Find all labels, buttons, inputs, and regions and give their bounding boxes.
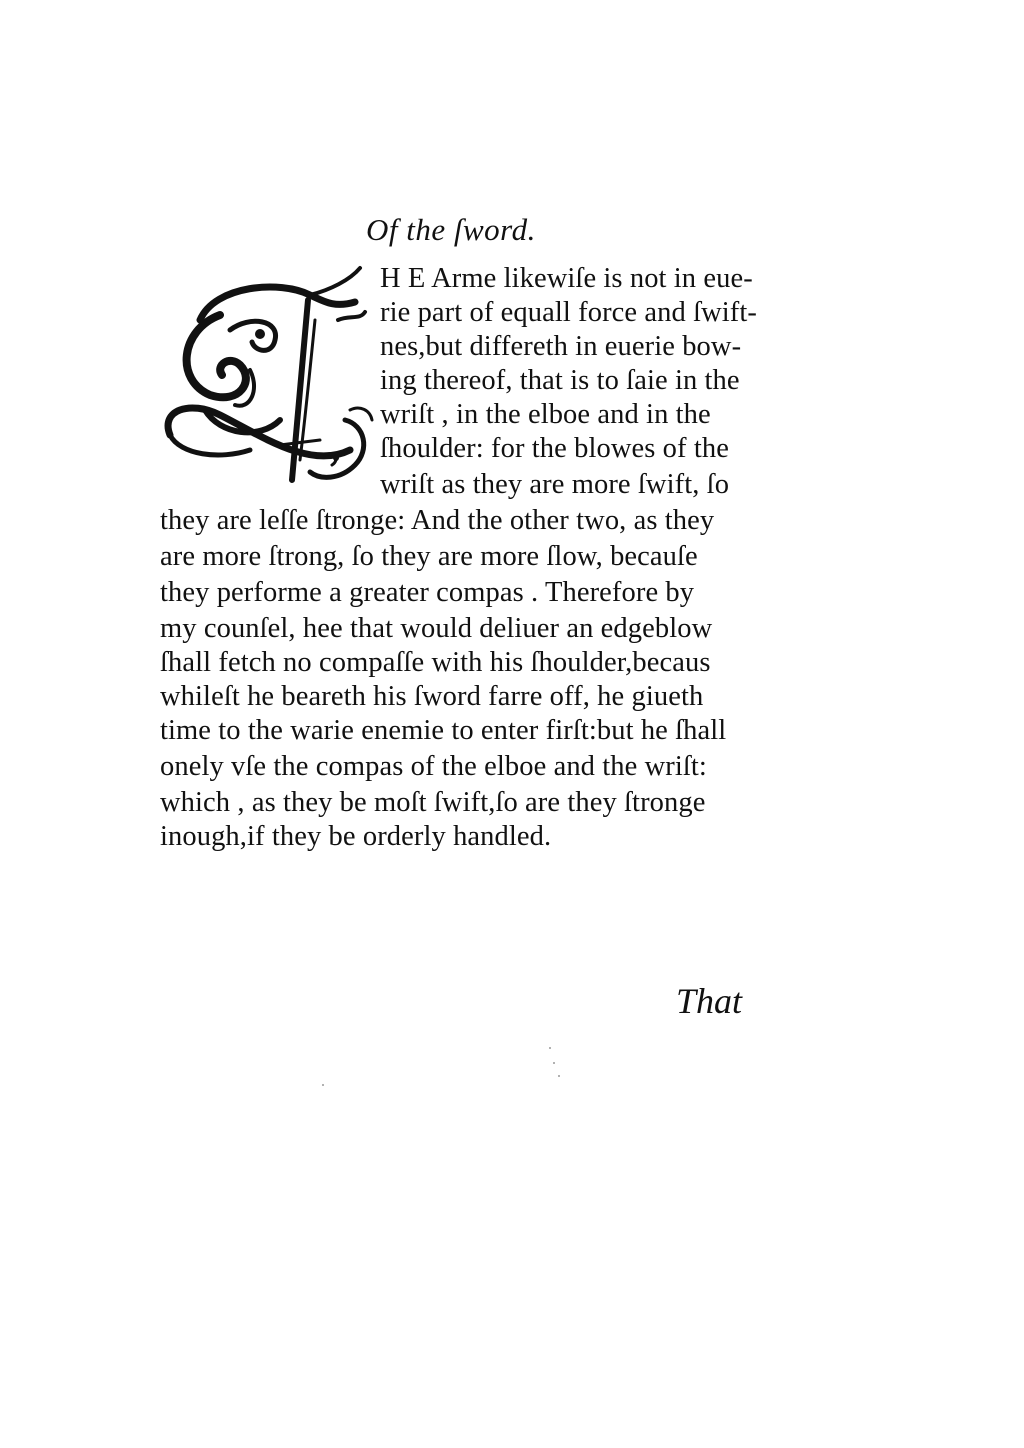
- scan-speck: [558, 1075, 560, 1077]
- text-line: they are leſſe ſtronge: And the other two, as they: [160, 505, 715, 536]
- text-line: they performe a greater compas . Therefore by: [160, 577, 695, 608]
- text-line: my counſel, hee that would deliuer an edgeblow: [160, 613, 713, 644]
- text-line: wriſt as they are more ſwift, ſo: [380, 469, 730, 500]
- scan-speck: [549, 1047, 551, 1049]
- ornamental-initial-graphic: [160, 260, 380, 500]
- scan-speck: [322, 1084, 324, 1086]
- text-line: inough,if they be orderly handled.: [160, 821, 552, 852]
- text-line: ing thereof, that is to ſaie in the: [380, 365, 740, 396]
- scan-speck: [553, 1062, 555, 1064]
- text-line: nes,but differeth in euerie bow-: [380, 331, 742, 362]
- text-line: onely vſe the compas of the elboe and the wriſt:: [160, 751, 707, 782]
- decorated-initial-t: [160, 260, 380, 500]
- catchword: That: [676, 981, 743, 1021]
- text-line: ſhall fetch no compaſſe with his ſhoulder,becaus: [160, 647, 711, 678]
- text-line: whileſt he beareth his ſword farre off, he giueth: [160, 681, 704, 712]
- text-line: rie part of equall force and ſwift-: [380, 297, 757, 328]
- text-line: wriſt , in the elboe and in the: [380, 399, 711, 430]
- text-line: ſhoulder: for the blowes of the: [380, 433, 729, 464]
- text-line: H E Arme likewiſe is not in eue-: [380, 263, 753, 294]
- text-line: time to the warie enemie to enter firſt:but he ſhall: [160, 715, 727, 746]
- text-line: which , as they be moſt ſwift,ſo are they ſtronge: [160, 787, 706, 818]
- text-line: are more ſtrong, ſo they are more ſlow, becauſe: [160, 541, 698, 572]
- page-heading: Of the ſword.: [366, 212, 536, 247]
